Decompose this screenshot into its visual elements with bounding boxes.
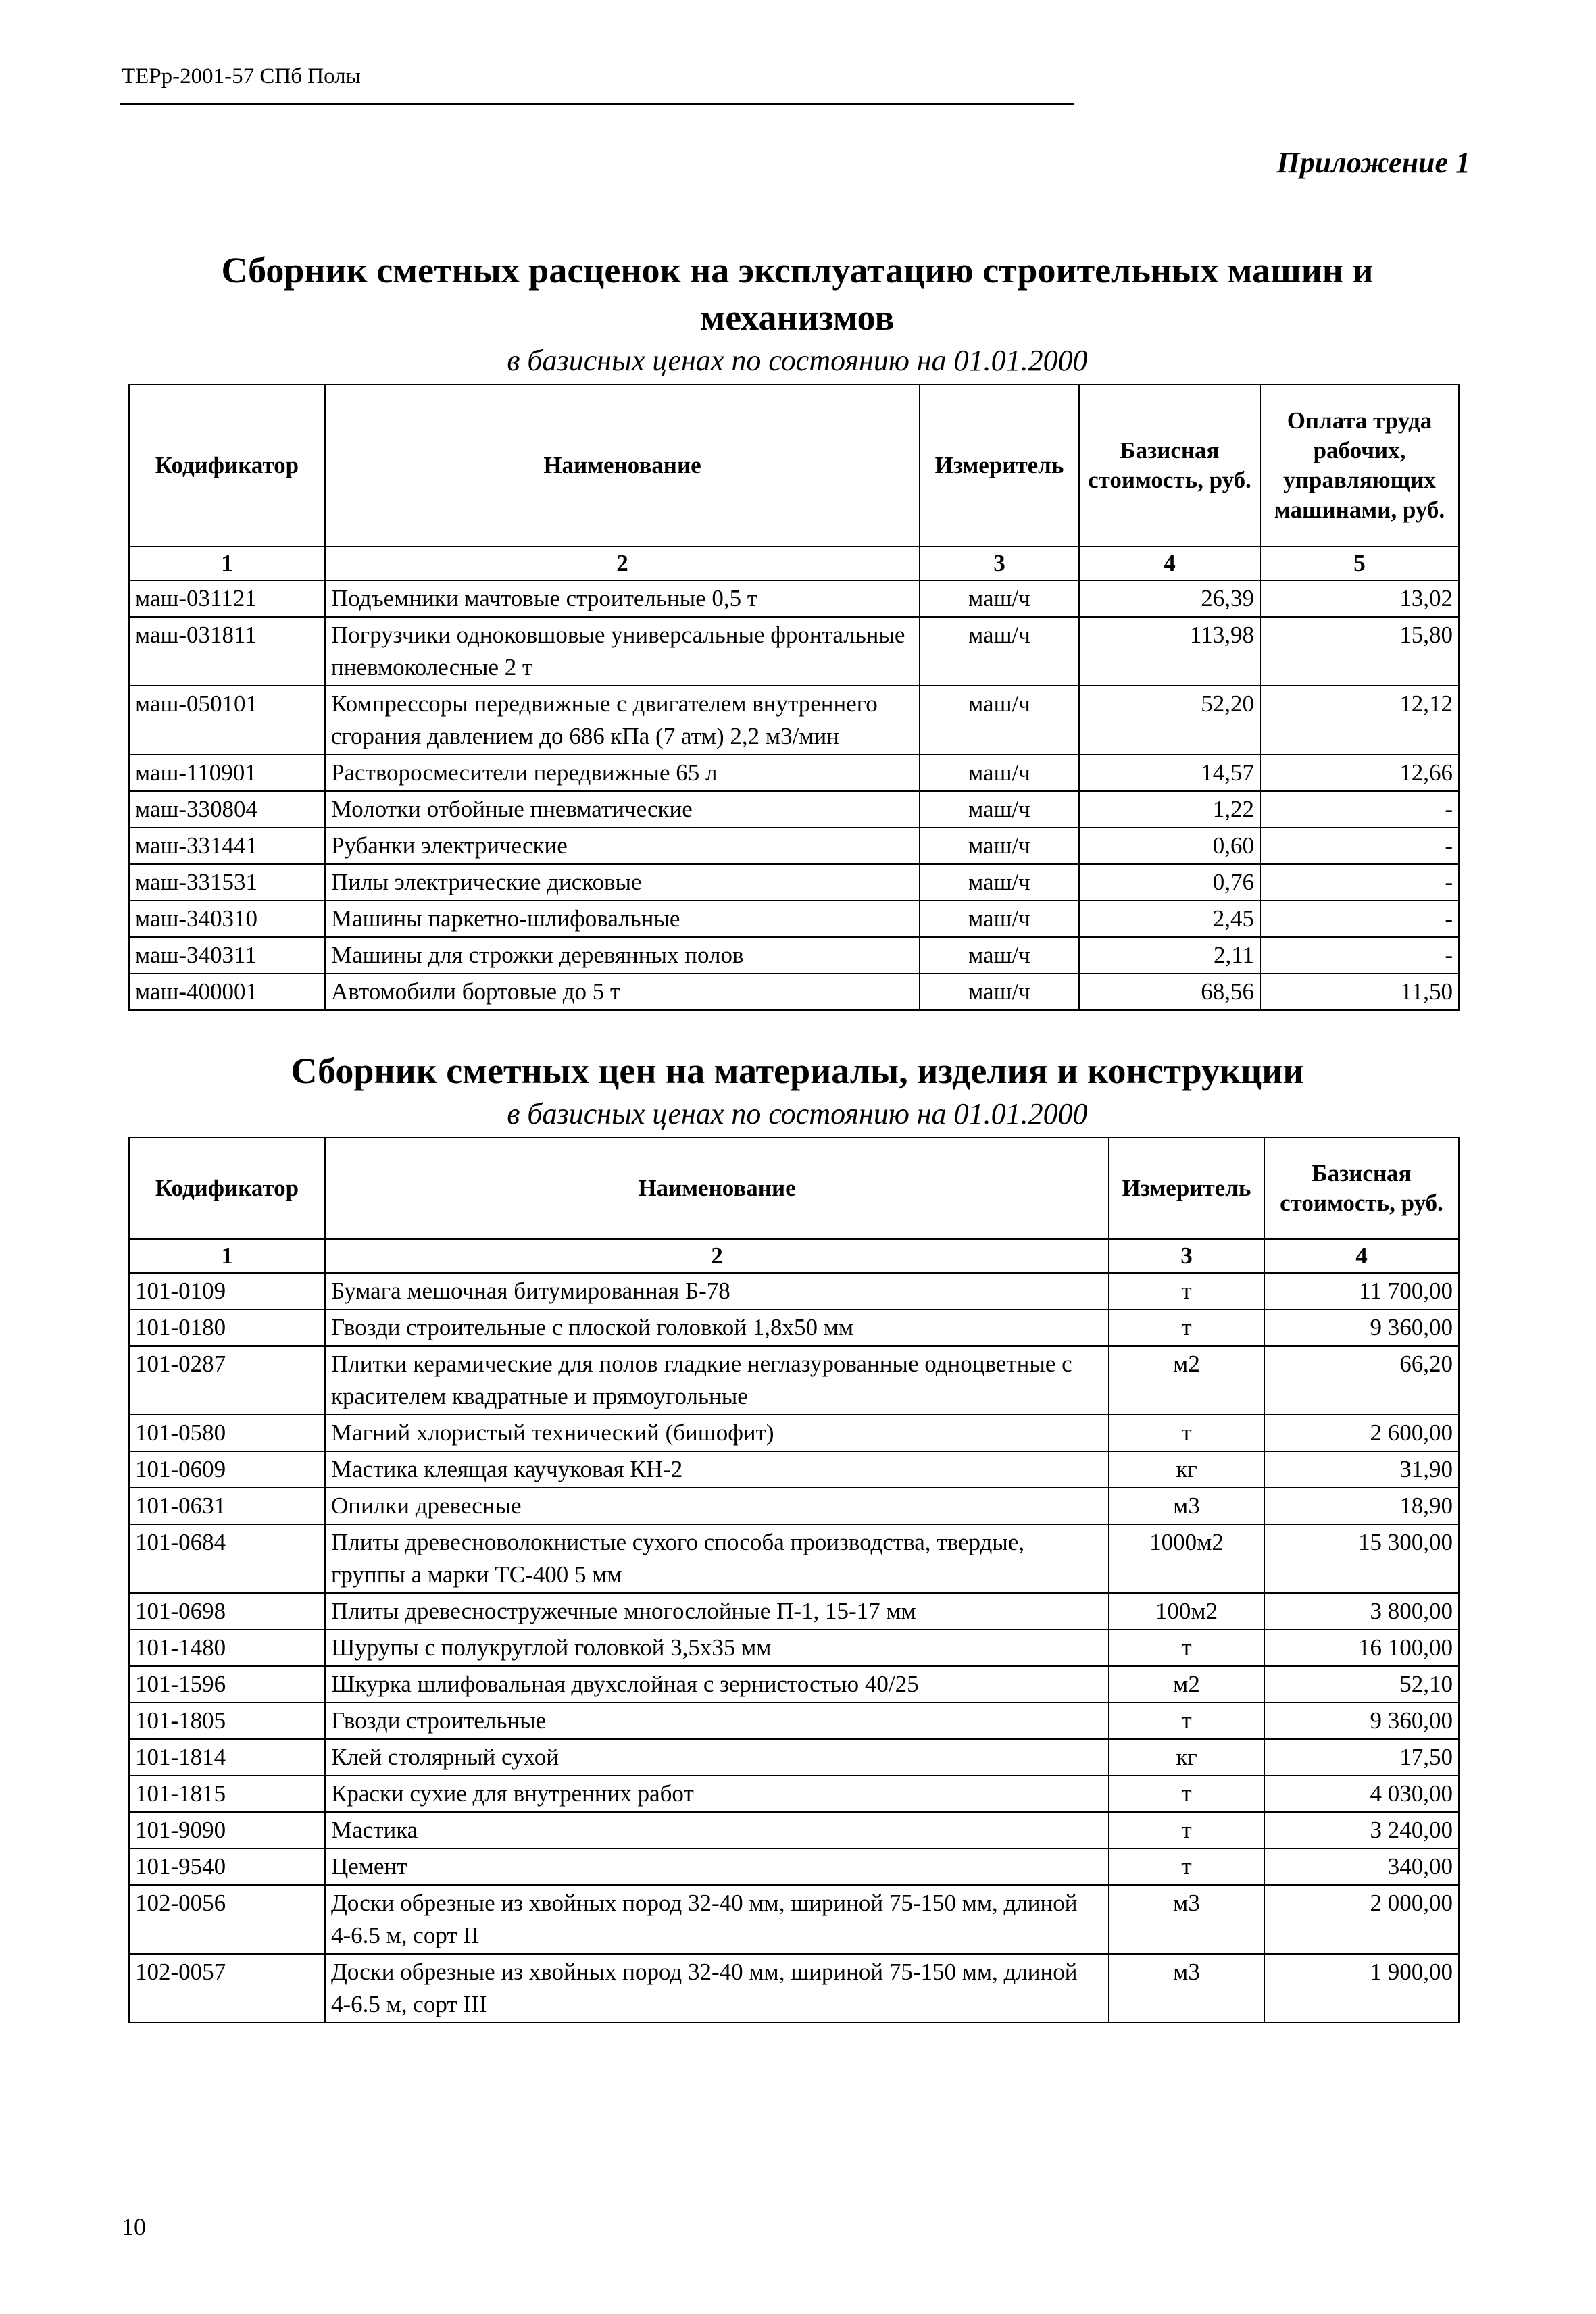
unit-cell: м3 [1109,1954,1264,2023]
machines-colnum: 4 [1079,547,1260,580]
cost-cell: 2 600,00 [1264,1415,1459,1451]
name-cell: Машины для строжки деревянных полов [325,937,920,974]
table-row [129,1666,1459,1703]
code-cell: маш-331441 [129,828,325,864]
name-cell: Мастика [325,1812,1109,1848]
wage-cell: 12,12 [1260,686,1459,755]
cost-cell: 1,22 [1079,791,1260,828]
cost-cell: 68,56 [1079,974,1260,1010]
cost-cell: 9 360,00 [1264,1703,1459,1739]
table-row [129,1630,1459,1666]
machines-colnum: 3 [920,547,1079,580]
wage-cell: - [1260,791,1459,828]
table-row [129,828,1459,864]
name-cell: Шурупы с полукруглой головкой 3,5х35 мм [325,1630,1109,1666]
materials-header-cost: Базисная стоимость, руб. [1264,1138,1459,1239]
name-cell: Доски обрезные из хвойных пород 32-40 мм, шириной 75-150 мм, длиной 4-6.5 м, сорт II [325,1885,1109,1954]
name-cell: Растворосмесители передвижные 65 л [325,755,920,791]
wage-cell: 15,80 [1260,617,1459,686]
cost-cell: 2,11 [1079,937,1260,974]
cost-cell: 31,90 [1264,1451,1459,1488]
code-cell: 102-0056 [129,1885,325,1954]
code-cell: маш-031121 [129,580,325,617]
cost-cell: 0,60 [1079,828,1260,864]
code-cell: 101-0684 [129,1524,325,1593]
code-cell: маш-340311 [129,937,325,974]
unit-cell: м3 [1109,1488,1264,1524]
name-cell: Гвозди строительные с плоской головкой 1,8х50 мм [325,1309,1109,1346]
code-cell: 101-0109 [129,1273,325,1309]
table-row [129,686,1459,755]
machines-table [128,384,1460,1011]
materials-section-subtitle: в базисных ценах по состоянию на 01.01.2000 [507,1097,1088,1130]
unit-cell: т [1109,1309,1264,1346]
cost-cell: 52,20 [1079,686,1260,755]
unit-cell: маш/ч [920,974,1079,1010]
machines-header-unit: Измеритель [920,384,1079,547]
table-row [129,791,1459,828]
code-cell: маш-031811 [129,617,325,686]
machines-colnum: 5 [1260,547,1459,580]
table-row [129,1451,1459,1488]
table-row [129,1954,1459,2023]
name-cell: Краски сухие для внутренних работ [325,1776,1109,1812]
code-cell: 101-9540 [129,1848,325,1885]
code-cell: маш-340310 [129,901,325,937]
code-cell: 101-1815 [129,1776,325,1812]
unit-cell: маш/ч [920,791,1079,828]
code-cell: 101-0580 [129,1415,325,1451]
unit-cell: т [1109,1776,1264,1812]
name-cell: Рубанки электрические [325,828,920,864]
code-cell: 101-0287 [129,1346,325,1415]
materials-colnum: 2 [325,1239,1109,1273]
table-row [129,1346,1459,1415]
unit-cell: маш/ч [920,828,1079,864]
unit-cell: м3 [1109,1885,1264,1954]
machines-section-subtitle: в базисных ценах по состоянию на 01.01.2000 [507,344,1088,377]
cost-cell: 66,20 [1264,1346,1459,1415]
table-row [129,1776,1459,1812]
unit-cell: маш/ч [920,901,1079,937]
materials-table [128,1137,1460,2023]
name-cell: Цемент [325,1848,1109,1885]
name-cell: Машины паркетно-шлифовальные [325,901,920,937]
name-cell: Компрессоры передвижные с двигателем внутреннего сгорания давлением до 686 кПа (7 атм) 2,2 м3/мин [325,686,920,755]
code-cell: 101-1805 [129,1703,325,1739]
machines-header-code: Кодификатор [129,384,325,547]
table-row [129,1309,1459,1346]
code-cell: 101-0180 [129,1309,325,1346]
cost-cell: 113,98 [1079,617,1260,686]
wage-cell: 12,66 [1260,755,1459,791]
cost-cell: 17,50 [1264,1739,1459,1776]
machines-header-name: Наименование [325,384,920,547]
unit-cell: кг [1109,1739,1264,1776]
appendix-label: Приложение 1 [1276,146,1470,179]
wage-cell: - [1260,901,1459,937]
machines-header-cost: Базисная стоимость, руб. [1079,384,1260,547]
materials-section-title: Сборник сметных цен на материалы, изделия и конструкции [291,1051,1304,1091]
materials-header-unit: Измеритель [1109,1138,1264,1239]
table-row [129,755,1459,791]
name-cell: Мастика клеящая каучуковая КН-2 [325,1451,1109,1488]
code-cell: 101-1814 [129,1739,325,1776]
wage-cell: 11,50 [1260,974,1459,1010]
table-row [129,974,1459,1010]
cost-cell: 3 240,00 [1264,1812,1459,1848]
machines-section-title: Сборник сметных расценок на эксплуатацию строительных машин и механизмов [221,250,1374,338]
table-row [129,1739,1459,1776]
document-code: ТЕРр-2001-57 СПб Полы [122,64,361,89]
name-cell: Плиты древесноволокнистые сухого способа производства, твердые, группы а марки ТС-400 5 мм [325,1524,1109,1593]
unit-cell: т [1109,1703,1264,1739]
table-row [129,1524,1459,1593]
materials-header-name: Наименование [325,1138,1109,1239]
unit-cell: 100м2 [1109,1593,1264,1630]
machines-header-wage: Оплата труда рабочих, управляющих машинами, руб. [1260,384,1459,547]
machines-colnum: 2 [325,547,920,580]
code-cell: 102-0057 [129,1954,325,2023]
code-cell: маш-331531 [129,864,325,901]
cost-cell: 11 700,00 [1264,1273,1459,1309]
code-cell: 101-1596 [129,1666,325,1703]
cost-cell: 15 300,00 [1264,1524,1459,1593]
materials-colnum: 4 [1264,1239,1459,1273]
page-number: 10 [122,2213,146,2240]
materials-header-code: Кодификатор [129,1138,325,1239]
header-divider [120,103,1074,105]
cost-cell: 0,76 [1079,864,1260,901]
code-cell: 101-0631 [129,1488,325,1524]
materials-colnum: 1 [129,1239,325,1273]
name-cell: Автомобили бортовые до 5 т [325,974,920,1010]
name-cell: Плитки керамические для полов гладкие неглазурованные одноцветные с красителем квадратные и прямоугольные [325,1346,1109,1415]
name-cell: Подъемники мачтовые строительные 0,5 т [325,580,920,617]
table-row [129,1593,1459,1630]
unit-cell: кг [1109,1451,1264,1488]
name-cell: Погрузчики одноковшовые универсальные фронтальные пневмоколесные 2 т [325,617,920,686]
unit-cell: т [1109,1415,1264,1451]
name-cell: Гвозди строительные [325,1703,1109,1739]
unit-cell: т [1109,1812,1264,1848]
name-cell: Магний хлористый технический (бишофит) [325,1415,1109,1451]
code-cell: маш-330804 [129,791,325,828]
unit-cell: маш/ч [920,937,1079,974]
cost-cell: 14,57 [1079,755,1260,791]
table-row [129,1415,1459,1451]
name-cell: Шкурка шлифовальная двухслойная с зернистостью 40/25 [325,1666,1109,1703]
cost-cell: 52,10 [1264,1666,1459,1703]
cost-cell: 2 000,00 [1264,1885,1459,1954]
code-cell: маш-050101 [129,686,325,755]
table-row [129,1812,1459,1848]
table-row [129,937,1459,974]
table-row [129,1885,1459,1954]
table-row [129,1488,1459,1524]
cost-cell: 4 030,00 [1264,1776,1459,1812]
code-cell: маш-110901 [129,755,325,791]
name-cell: Плиты древесностружечные многослойные П-1, 15-17 мм [325,1593,1109,1630]
cost-cell: 3 800,00 [1264,1593,1459,1630]
unit-cell: т [1109,1630,1264,1666]
wage-cell: - [1260,828,1459,864]
cost-cell: 18,90 [1264,1488,1459,1524]
wage-cell: - [1260,864,1459,901]
table-row [129,1703,1459,1739]
unit-cell: маш/ч [920,686,1079,755]
code-cell: 101-0609 [129,1451,325,1488]
table-row [129,1273,1459,1309]
wage-cell: - [1260,937,1459,974]
name-cell: Бумага мешочная битумированная Б-78 [325,1273,1109,1309]
cost-cell: 26,39 [1079,580,1260,617]
table-row [129,580,1459,617]
unit-cell: м2 [1109,1346,1264,1415]
unit-cell: маш/ч [920,864,1079,901]
cost-cell: 16 100,00 [1264,1630,1459,1666]
name-cell: Доски обрезные из хвойных пород 32-40 мм, шириной 75-150 мм, длиной 4-6.5 м, сорт III [325,1954,1109,2023]
cost-cell: 340,00 [1264,1848,1459,1885]
materials-colnum: 3 [1109,1239,1264,1273]
name-cell: Пилы электрические дисковые [325,864,920,901]
code-cell: маш-400001 [129,974,325,1010]
unit-cell: маш/ч [920,580,1079,617]
cost-cell: 2,45 [1079,901,1260,937]
code-cell: 101-9090 [129,1812,325,1848]
name-cell: Клей столярный сухой [325,1739,1109,1776]
cost-cell: 9 360,00 [1264,1309,1459,1346]
unit-cell: маш/ч [920,755,1079,791]
code-cell: 101-0698 [129,1593,325,1630]
table-row [129,1848,1459,1885]
unit-cell: 1000м2 [1109,1524,1264,1593]
unit-cell: т [1109,1848,1264,1885]
unit-cell: маш/ч [920,617,1079,686]
name-cell: Опилки древесные [325,1488,1109,1524]
table-row [129,864,1459,901]
unit-cell: м2 [1109,1666,1264,1703]
code-cell: 101-1480 [129,1630,325,1666]
cost-cell: 1 900,00 [1264,1954,1459,2023]
table-row [129,901,1459,937]
unit-cell: т [1109,1273,1264,1309]
machines-colnum: 1 [129,547,325,580]
wage-cell: 13,02 [1260,580,1459,617]
name-cell: Молотки отбойные пневматические [325,791,920,828]
table-row [129,617,1459,686]
